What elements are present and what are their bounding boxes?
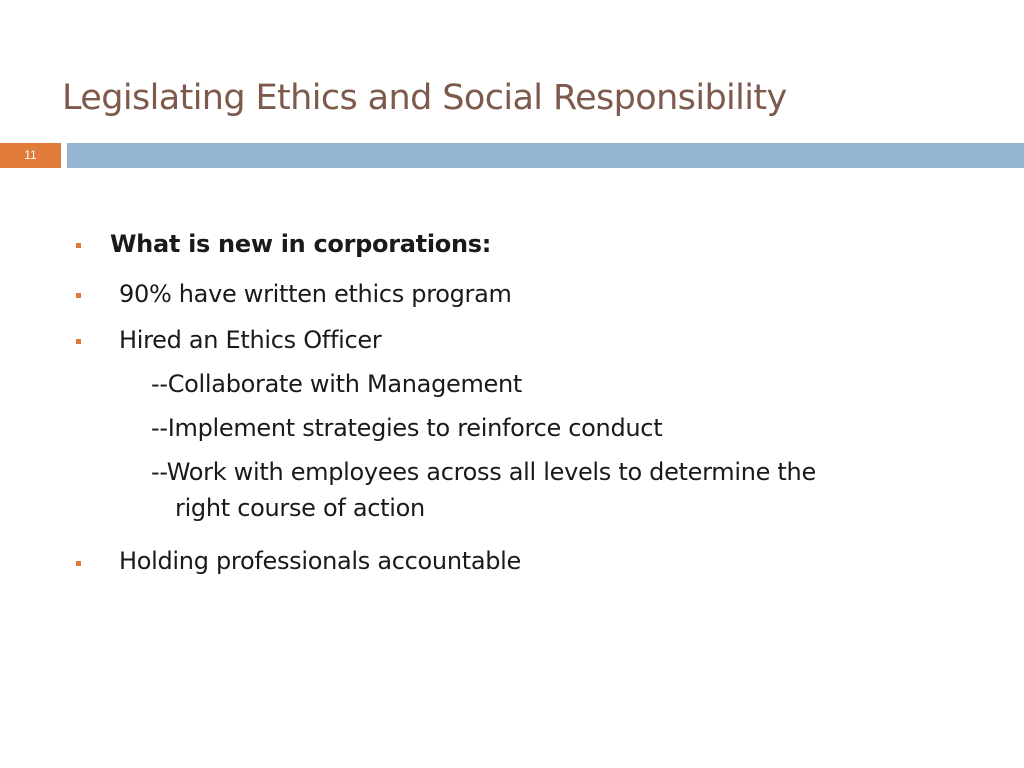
sub-item: --Implement strategies to reinforce conduct [151, 414, 663, 442]
slide-number: 11 [0, 143, 61, 168]
bullet-item: Hired an Ethics Officer [119, 326, 382, 354]
sub-item: --Work with employees across all levels to determine the [151, 458, 816, 486]
bullet-item: Holding professionals accountable [119, 547, 522, 575]
bullet-icon [76, 561, 81, 566]
slide-title: Legislating Ethics and Social Responsibility [62, 78, 787, 118]
header-divider-bar [67, 143, 1024, 168]
bullet-icon [76, 339, 81, 344]
sub-item-continuation: right course of action [175, 494, 425, 522]
bullet-heading: What is new in corporations: [110, 230, 492, 258]
bullet-item: 90% have written ethics program [119, 280, 512, 308]
bullet-icon [76, 293, 81, 298]
sub-item: --Collaborate with Management [151, 370, 523, 398]
bullet-icon [76, 243, 81, 248]
